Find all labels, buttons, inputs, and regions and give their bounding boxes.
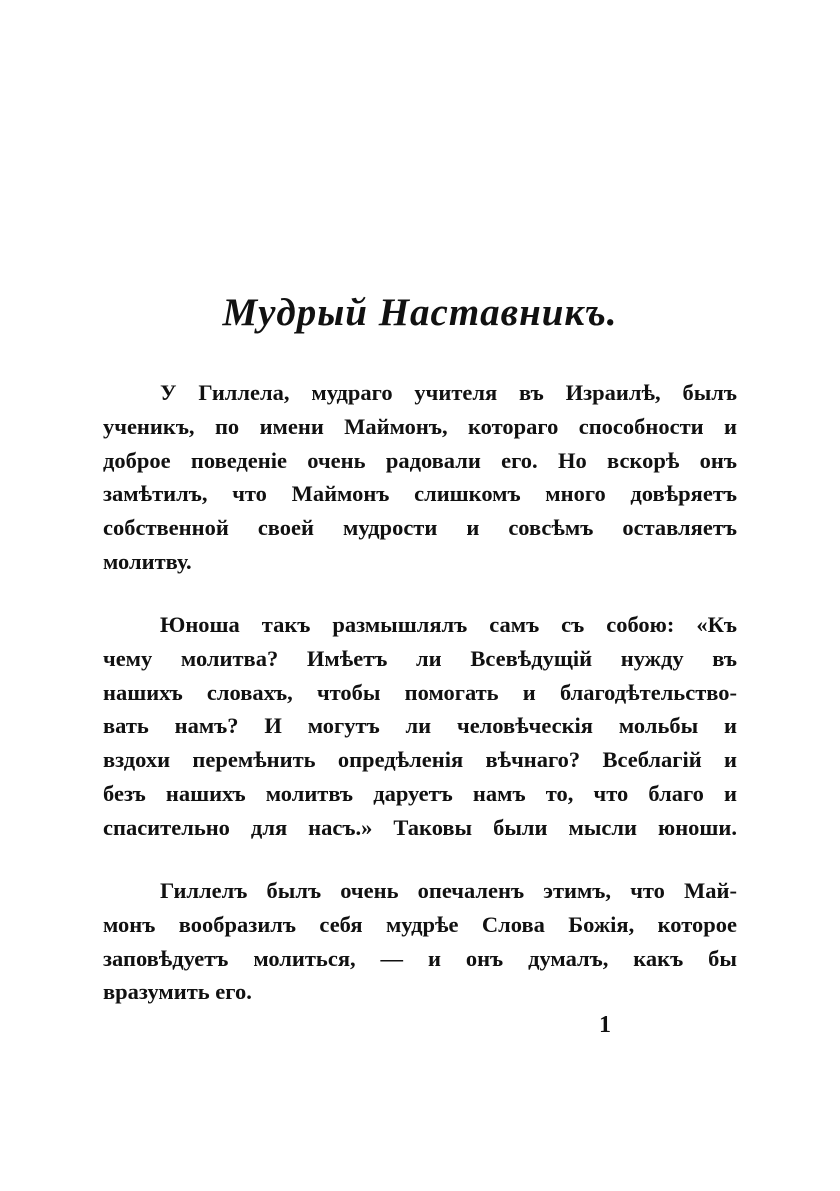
text-line: вать намъ? И могутъ ли человѣческія мольбы и [103, 713, 737, 739]
paragraph-3 [103, 874, 737, 1009]
text-line: Гиллелъ былъ очень опечаленъ этимъ, что Май- [160, 878, 737, 903]
text-line: спасительно для насъ.» Таковы были мысли юноши. [103, 814, 737, 840]
text-line: нашихъ словахъ, чтобы помогать и благодѣтельство- [103, 679, 737, 705]
text-line: замѣтилъ, что Маймонъ слишкомъ много довѣряетъ [103, 481, 737, 507]
text-line: заповѣдуетъ молиться, — и онъ думалъ, какъ бы [103, 945, 737, 971]
text-line: Юноша такъ размышлялъ самъ съ собою: «Къ [160, 612, 737, 637]
text-line: безъ нашихъ молитвъ даруетъ намъ то, что благо и [103, 780, 737, 806]
page-title: Мудрый Наставникъ. [222, 291, 618, 334]
text-line: чему молитва? Имѣетъ ли Всевѣдущій нужду въ [103, 645, 737, 671]
signature-mark: 1 [599, 1012, 611, 1038]
text-line: вразумить его. [103, 979, 252, 1005]
text-line: ученикъ, по имени Маймонъ, котораго способности и [103, 413, 737, 439]
text-line: доброе поведеніе очень радовали его. Но вскорѣ онъ [103, 447, 737, 473]
text-line: вздохи перемѣнить опредѣленія вѣчнаго? Всеблагій и [103, 747, 737, 773]
paragraph-2 [103, 608, 737, 845]
text-line: молитву. [103, 548, 192, 574]
paragraph-1 [103, 376, 737, 579]
text-line: монъ вообразилъ себя мудрѣе Слова Божія, которое [103, 911, 737, 937]
text-line: собственной своей мудрости и совсѣмъ оставляетъ [103, 515, 737, 541]
text-line: У Гиллела, мудраго учителя въ Израилѣ, былъ [160, 380, 737, 405]
